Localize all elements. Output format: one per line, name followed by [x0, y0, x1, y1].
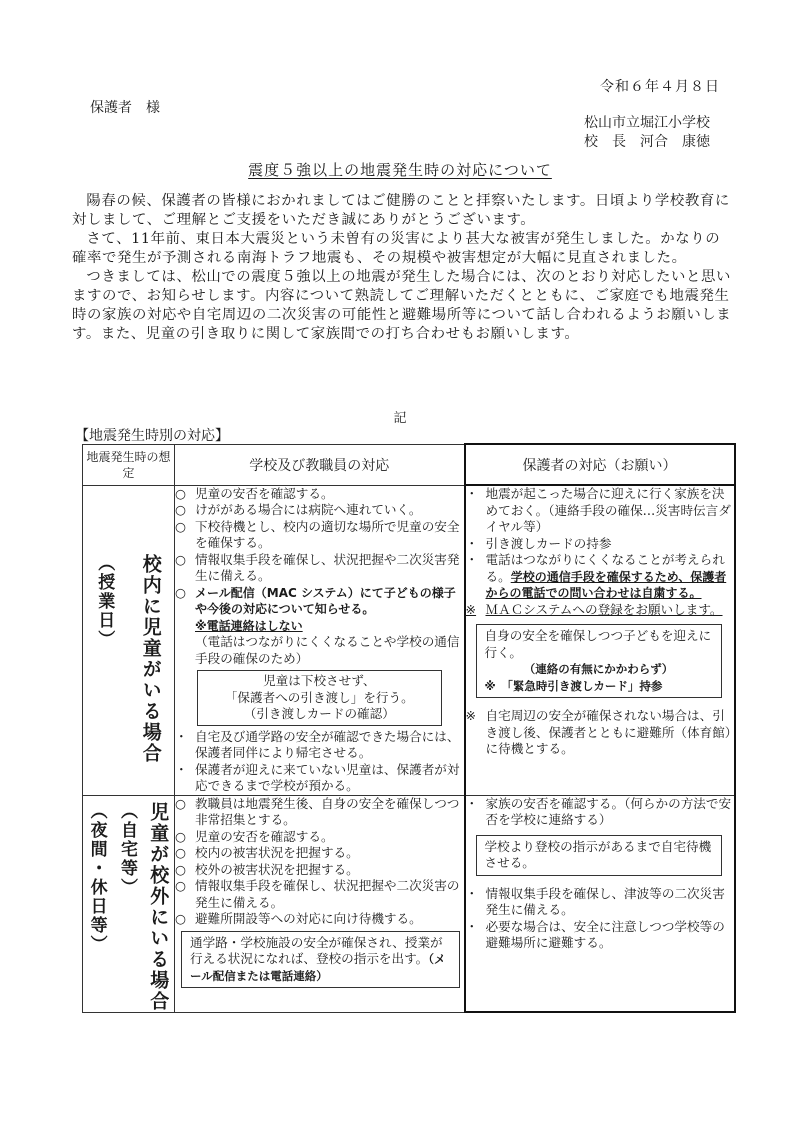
phone-reason: （電話はつながりにくくなることや学校の通信手段の確保のため）: [195, 634, 460, 666]
row2-guardian-cell: [465, 795, 735, 1012]
row1-guardian-cell: [465, 485, 735, 795]
list-item: ○ 下校待機とし、校内の適切な場所で児童の安全を確保する。: [175, 518, 460, 550]
table-header-row: [83, 444, 735, 485]
row1-school-cell: [175, 485, 465, 795]
list-item: ○ 児童の安否を確認する。: [175, 485, 334, 501]
list-item: ・ 電話はつながりにくくなることが考えられる。学校の通信手段を確保するため、保護者からの電話での問い合わせは自粛する。: [465, 552, 727, 600]
home-wait-box: 学校より登校の指示があるまで自宅待機させる。: [476, 835, 722, 876]
row2-label-sub2: （夜間・休日等）: [86, 801, 107, 954]
row2-label-main: 児童が校外にいる場合: [147, 801, 170, 1012]
phone-note: ※電話連絡はしない: [195, 618, 303, 633]
list-item: ・ 家族の安否を確認する。（何らかの方法で安否を学校に連絡する）: [465, 795, 732, 827]
list-item: ○ 避難所開設等への対応に向け待機する。: [175, 911, 422, 926]
list-item: ○ けががある場合には病院へ連れていく。: [175, 502, 422, 517]
handover-box: 児童は下校させず、 「保護者への引き渡し」を行う。 （引き渡しカードの確認）: [197, 670, 442, 726]
school-name: 松山市立堀江小学校: [584, 115, 710, 131]
list-item: ・ 情報収集手段を確保し、津波等の二次災害発生に備える。: [465, 885, 725, 917]
list-item: ・ 引き渡しカードの持参: [465, 535, 612, 551]
header-assumption: 地震発生時の想定: [83, 444, 175, 485]
body-paragraph-3: つきましては、松山での震度５強以上の地震が発生した場合には、次のとおり対応したいと思いますので、お知らせします。内容について熟読してご理解いただくとともに、ご家庭でも地震発生時の家族の対応や自宅周辺の二次災害の可能性と避難場所等について話し合われるようお願いします。また、児童の引き取りに関して家族間での打ち合わせもお願いします。: [72, 269, 732, 342]
table-row: [83, 795, 735, 1012]
list-item: ○ 教職員は地震発生後、自身の安全を確保しつつ非常招集とする。: [175, 795, 460, 827]
body-text: [72, 192, 732, 344]
ki-mark: 記: [393, 411, 407, 426]
list-item: ○ 情報収集手段を確保し、状況把握や二次災害発生に備える。: [175, 551, 460, 583]
list-item: ○ 情報収集手段を確保し、状況把握や二次災害の発生に備える。: [175, 878, 460, 910]
header-school: 学校及び教職員の対応: [175, 444, 465, 485]
title-text: 震度５強以上の地震発生時の対応について: [248, 161, 552, 179]
body-paragraph-1: 陽春の候、保護者の皆様におかれましてはご健勝のことと拝察いたします。日頃より学校教育に対しまして、ご理解とご支援をいただき誠にありがとうございます。: [72, 193, 730, 228]
row1-label-cell: [83, 485, 175, 795]
header-guardian: 保護者の対応（お願い）: [465, 444, 735, 485]
list-item: ○ 校外の被害状況を把握する。: [175, 861, 359, 877]
list-item: ・ 保護者が迎えに来ていない児童は、保護者が対応できるまで学校が預かる。: [175, 761, 460, 793]
phone-restraint: 学校の通信手段を確保するため、保護者からの電話での問い合わせは自粛する。: [485, 569, 727, 600]
row2-label-sub1: （自宅等）: [116, 801, 137, 897]
response-table: [82, 443, 736, 1013]
mac-registration-note: ※ ＭＡＣシステムへの登録をお願いします。: [465, 601, 723, 617]
row1-label-main: 校内に児童がいる場合: [139, 553, 162, 764]
sender-block: [584, 114, 710, 152]
list-item: ・ 必要な場合は、安全に注意しつつ学校等の避難場所に避難する。: [465, 918, 725, 950]
row1-label-sub: （授業日）: [94, 553, 115, 649]
list-item: ○ 児童の安否を確認する。: [175, 828, 334, 844]
table-row: [83, 485, 735, 795]
row2-school-cell: [175, 795, 465, 1012]
document-title: [0, 159, 800, 180]
mail-notice: メール配信（MAC システム）にて子どもの様子や今後の対応について知らせる。: [195, 585, 456, 616]
list-item: ○ 校内の被害状況を把握する。: [175, 845, 359, 860]
document-date: 令和６年４月８日: [600, 79, 720, 95]
list-item: ・ 地震が起こった場合に迎えに行く家族を決めておく。（連絡手段の確保…災害時伝言ダイヤル等）: [465, 486, 731, 534]
attendance-box: 通学路・学校施設の安全が確保され、授業が行える状況になれば、登校の指示を出す。（メール配信または電話連絡）: [181, 931, 460, 989]
body-paragraph-2: さて、11年前、東日本大震災という未曽有の災害により甚大な被害が発生しました。かなりの確率で発生が予測される南海トラフ地震も、その規模や被害想定が大幅に見直されました。: [72, 231, 721, 266]
row2-label-cell: [83, 795, 175, 1012]
addressee: 保護者 様: [90, 100, 160, 116]
principal-name: 校 長 河合 康徳: [584, 134, 710, 150]
list-item: ○ メール配信（MAC システム）にて子どもの様子や今後の対応について知らせる。: [175, 585, 464, 618]
section-label: 【地震発生時別の対応】: [75, 428, 229, 444]
list-item: ・ 自宅及び通学路の安全が確認できた場合には、保護者同伴により帰宅させる。: [175, 728, 460, 760]
pickup-box: 自身の安全を確保しつつ子どもを迎えに行く。 （連絡の有無にかかわらず） ※ 「緊急時引き渡しカード」持参: [476, 624, 722, 698]
shelter-note: ※ 自宅周辺の安全が確保されない場合は、引き渡し後、保護者とともに避難所（体育館）に待機とする。: [465, 708, 732, 756]
